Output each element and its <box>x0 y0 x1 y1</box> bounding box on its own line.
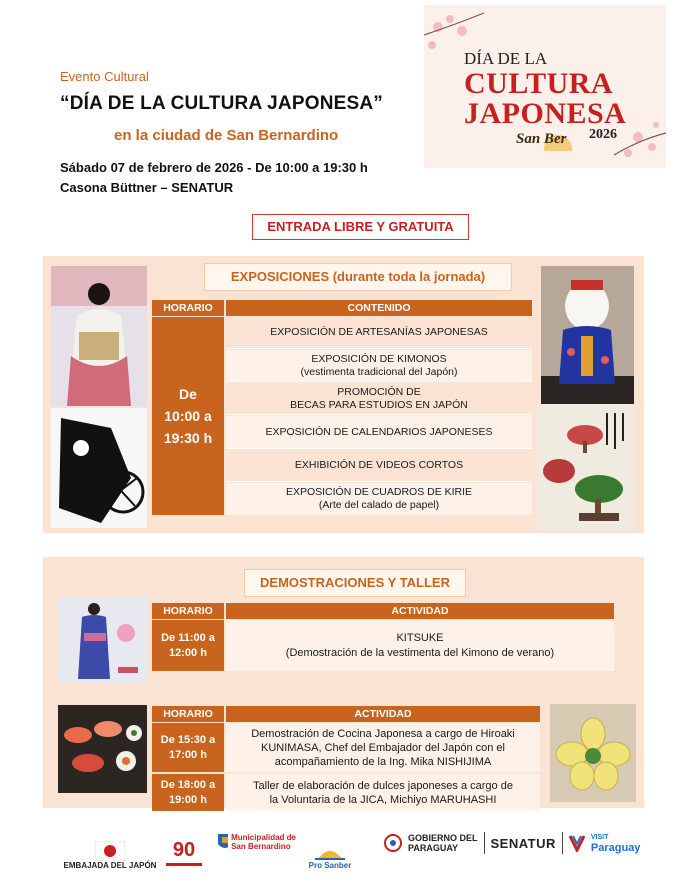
paraguay-seal-icon <box>384 834 402 852</box>
row-text: EXHIBICIÓN DE VIDEOS CORTOS <box>294 459 464 471</box>
exhibitions-time-line: 19:30 h <box>163 430 213 446</box>
divider <box>484 832 485 854</box>
time-line: 12:00 h <box>169 646 207 659</box>
demo1-time-cell <box>152 620 224 671</box>
sushi-icon <box>58 705 147 793</box>
municipality-crest-icon <box>216 832 228 852</box>
demo2-col-time: HORARIO <box>152 706 224 722</box>
prosanber-label: Pro Sanber <box>308 861 352 870</box>
japan-flag-icon <box>95 841 125 861</box>
demo2-col-activity: ACTIVIDAD <box>226 706 540 722</box>
free-entry-badge: ENTRADA LIBRE Y GRATUITA <box>252 214 469 240</box>
time-line: De 18:00 a <box>160 778 216 791</box>
demo3-time-cell <box>152 774 224 811</box>
row-text: PROMOCIÓN DE <box>337 385 421 398</box>
prosanber-logo <box>306 820 354 870</box>
demo1-activity-cell <box>226 620 614 671</box>
row-text: EXPOSICIÓN DE KIMONOS <box>311 352 447 365</box>
row-text: EXPOSICIÓN DE CUADROS DE KIRIE <box>285 486 473 498</box>
logo-line3: JAPONESA <box>464 97 627 130</box>
logo-line1: DÍA DE LA <box>464 49 548 68</box>
flower-sweet-icon <box>550 704 636 802</box>
gov-line1: GOBIERNO DEL <box>408 833 478 843</box>
row-text: EXPOSICIÓN DE CALENDARIOS JAPONESES <box>265 425 493 438</box>
kirie-photo <box>51 408 147 528</box>
visit-paraguay-icon <box>569 834 585 852</box>
logo-year: 2026 <box>589 127 617 142</box>
demo2-time-cell <box>152 723 224 772</box>
table-row <box>226 416 532 449</box>
table-row <box>226 483 532 515</box>
table-row <box>226 317 532 349</box>
table-row <box>226 383 532 415</box>
demo1-col-time: HORARIO <box>152 603 224 619</box>
visit-line2: Paraguay <box>590 842 641 854</box>
embassy-label: EMBAJADA DEL JAPÓN <box>63 861 157 870</box>
demos-title: DEMOSTRACIONES Y TALLER <box>244 569 466 597</box>
time-line: 19:00 h <box>169 793 207 806</box>
row-subtext: BECAS PARA ESTUDIOS EN JAPÓN <box>290 398 468 411</box>
row-subtext: (Arte del calado de papel) <box>318 499 440 511</box>
wagashi-photo <box>550 704 636 802</box>
row-text: EXPOSICIÓN DE ARTESANÍAS JAPONESAS <box>270 326 488 338</box>
event-title: “DÍA DE LA CULTURA JAPONESA” <box>60 93 383 114</box>
event-city: en la ciudad de San Bernardino <box>114 127 339 144</box>
time-line: De 11:00 a <box>161 631 215 644</box>
anniversary-ribbon-icon <box>164 860 204 870</box>
event-venue: Casona Büttner – SENATUR <box>60 180 234 195</box>
table-row <box>226 450 532 482</box>
government-logos <box>384 828 664 858</box>
activity-line: acompañamiento de la Ing. Mika NISHIJIMA <box>274 755 492 768</box>
calendar-photo <box>537 405 634 530</box>
sushi-photo <box>58 705 147 793</box>
divider <box>562 832 563 854</box>
senatur-label: SENATUR <box>490 835 556 851</box>
kimono-back-photo <box>51 266 147 406</box>
row-subtext: (vestimenta tradicional del Japón) <box>300 365 458 378</box>
exhibitions-time-line: 10:00 a <box>164 408 212 424</box>
embassy-logo <box>63 820 157 870</box>
municipality-line1: Municipalidad de <box>231 833 296 842</box>
exhibitions-title: EXPOSICIONES (durante toda la jornada) <box>204 263 512 291</box>
japanese-doll-icon <box>541 266 634 404</box>
event-type-label: Evento Cultural <box>60 69 149 84</box>
gov-line2: PARAGUAY <box>408 843 459 853</box>
demo3-activity-cell <box>226 774 540 811</box>
time-line: De 15:30 a <box>160 733 216 746</box>
municipality-logo <box>216 830 296 854</box>
exhibitions-time-line: De <box>179 386 197 402</box>
event-logo <box>424 5 666 168</box>
anniversary-number: 90 <box>172 839 196 861</box>
logo-line2: CULTURA <box>464 67 614 100</box>
activity-line: Taller de elaboración de dulces japoneses a cargo de <box>253 779 513 792</box>
kimono-photo <box>58 597 147 683</box>
event-date-time: Sábado 07 de febrero de 2026 - De 10:00 a 19:30 h <box>60 160 368 175</box>
anniversary-logo <box>156 820 212 870</box>
doll-photo <box>541 266 634 404</box>
prosanber-sun-icon <box>315 843 345 861</box>
municipality-line2: San Bernardino <box>231 842 291 851</box>
time-line: 17:00 h <box>169 748 207 761</box>
bonsai-calendar-icon <box>537 405 634 530</box>
activity-line: KUNIMASA, Chef del Embajador del Japón con el <box>261 741 505 754</box>
activity-line: (Demostración de la vestimenta del Kimono de verano) <box>285 646 555 659</box>
table-row <box>226 350 532 382</box>
activity-line: Demostración de Cocina Japonesa a cargo de Hiroaki <box>251 727 515 740</box>
exhibitions-col-time: HORARIO <box>152 300 224 316</box>
kirie-art-icon <box>51 408 147 528</box>
visit-line1: VISIT <box>590 834 609 841</box>
exhibitions-col-content: CONTENIDO <box>226 300 532 316</box>
exhibitions-time-cell <box>152 317 224 515</box>
summer-kimono-icon <box>58 597 147 683</box>
logo-brand: San Ber <box>516 131 567 147</box>
kimono-woman-icon <box>51 266 147 406</box>
activity-line: la Voluntaria de la JICA, Michiyo MARUHASHI <box>269 793 497 806</box>
activity-line: KITSUKE <box>396 631 444 644</box>
demo2-activity-cell <box>226 723 540 772</box>
demo1-col-activity: ACTIVIDAD <box>226 603 614 619</box>
